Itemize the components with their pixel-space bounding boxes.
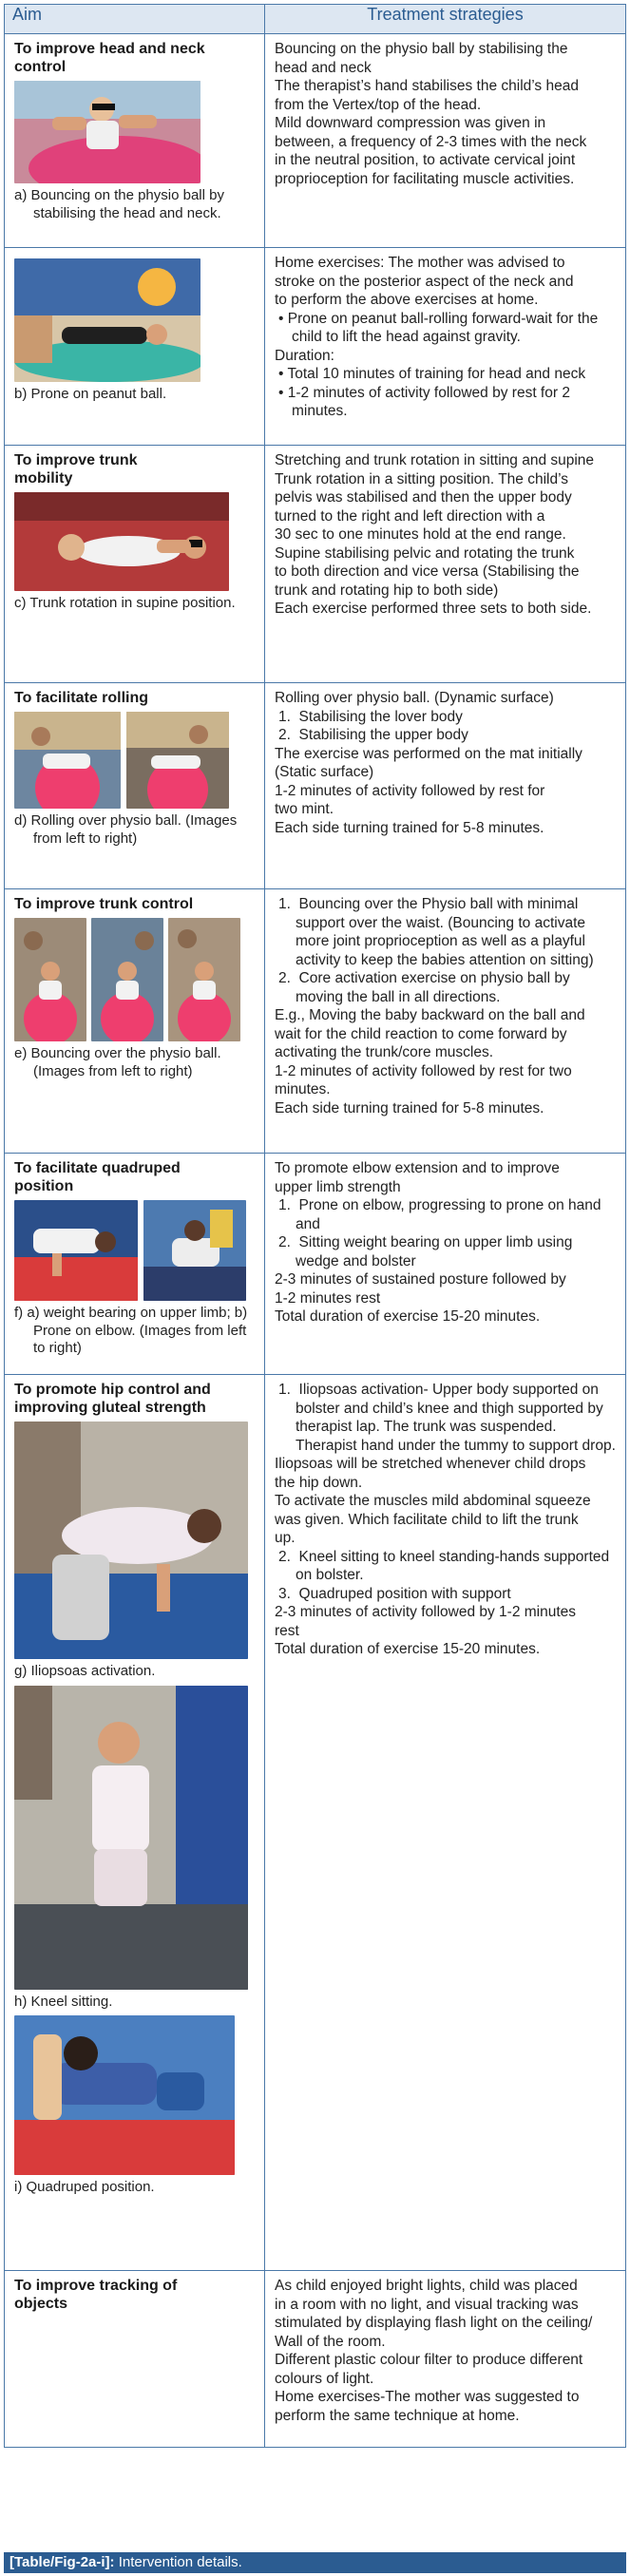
- image-caption: a) Bouncing on the physio ball by stabilising the head and neck.: [14, 187, 224, 221]
- list-item: 2. Kneel sitting to kneel standing-hands supported on bolster.: [278, 1548, 610, 1583]
- table-row: [5, 889, 626, 1154]
- aim-title: To improve tracking of objects: [14, 2278, 178, 2312]
- list-item: 1. Bouncing over the Physio ball with minimal support over the waist. (Bouncing to activate more joint proprioception as well as a playful activity to keep the babies attention on sitting): [278, 896, 594, 968]
- table-row: [5, 2271, 626, 2448]
- list-item: 1. Stabilising the lover body: [278, 708, 463, 725]
- table-caption: [4, 2552, 626, 2573]
- strategy-cell: Stretching and trunk rotation in sitting and supine Trunk rotation in a sitting position. The child’s pelvis was stabilised and then the upper body turned to the right and left direction with a 30 sec to one minutes hold at the end range. Supine stabilising pelvic and rotating the trunk to both direction and vice versa (Stabilising the trunk and rotating hip to both side) Each exercise performed three sets to both side.: [265, 446, 626, 683]
- photo-group: [14, 1200, 255, 1301]
- image-caption: h) Kneel sitting.: [14, 1993, 113, 2010]
- aim-cell: [5, 889, 265, 1154]
- photo-weight-bearing: [14, 1200, 138, 1301]
- aim-cell: [5, 1154, 265, 1375]
- strategy-cell: 1. Bouncing over the Physio ball with minimal support over the waist. (Bouncing to activate more joint proprioception as well as a playful activity to keep the babies attention on sitting) 2. Core activation exercise on physio ball by moving the ball in all directions. E.g., Moving the baby backward on the ball and wait for the child reaction to come forward by activating the trunk/core muscles. 1-2 minutes of activity followed by rest for two minutes. Each side turning trained for 5-8 minutes.: [265, 889, 626, 1154]
- photo-quadruped-position: [14, 2015, 235, 2175]
- photo-bouncing-2: [91, 918, 163, 1041]
- photo-kneel-sitting: [14, 1686, 248, 1990]
- photo-trunk-rotation: [14, 492, 229, 591]
- photo-prone-on-elbow: [143, 1200, 246, 1301]
- table-caption-text: Intervention details.: [114, 2554, 242, 2570]
- table-row: [5, 248, 626, 446]
- list-item: 1. Iliopsoas activation- Upper body supported on bolster and child’s knee and thigh supported by therapist lap. The trunk was suspended. Therapist hand under the tummy to support drop.: [278, 1382, 616, 1454]
- aim-cell: [5, 446, 265, 683]
- list-item: 3. Quadruped position with support: [278, 1585, 511, 1602]
- table-row: [5, 34, 626, 248]
- strategy-cell: Bouncing on the physio ball by stabilising the head and neck The therapist’s hand stabilises the child’s head from the Vertex/top of the head. Mild downward compression was given in between, a frequency of 2-3 times with the neck in the neutral position, to activate cervical joint proprioception for facilitating muscle activities.: [265, 34, 626, 248]
- aim-title: To promote hip control and improving gluteal strength: [14, 1382, 211, 1416]
- list-item: 2. Stabilising the upper body: [278, 727, 468, 743]
- table-row: [5, 1375, 626, 2271]
- aim-title: To improve trunk control: [14, 896, 194, 912]
- table-caption-label: [Table/Fig-2a-i]:: [10, 2554, 115, 2570]
- list-item: 2. Core activation exercise on physio ball by moving the ball in all directions.: [278, 970, 570, 1005]
- list-item: 1. Prone on elbow, progressing to prone on hand and: [278, 1197, 601, 1232]
- aim-cell: [5, 1375, 265, 2271]
- image-caption: c) Trunk rotation in supine position.: [14, 595, 236, 611]
- table-header-row: [5, 5, 626, 34]
- photo-bouncing-3: [168, 918, 240, 1041]
- list-item: • Total 10 minutes of training for head and neck: [278, 366, 586, 382]
- photo-prone-peanut-ball: [14, 258, 200, 382]
- aim-title: To facilitate quadruped position: [14, 1160, 181, 1194]
- photo-group: [14, 712, 255, 809]
- aim-cell: [5, 34, 265, 248]
- aim-title: To improve trunk mobility: [14, 452, 138, 487]
- photo-bouncing-1: [14, 918, 86, 1041]
- image-caption: e) Bouncing over the physio ball. (Images from left to right): [14, 1045, 221, 1079]
- image-caption: f) a) weight bearing on upper limb; b) Prone on elbow. (Images from left to right): [14, 1305, 248, 1356]
- strategy-cell: To promote elbow extension and to improve upper limb strength 1. Prone on elbow, progressing to prone on hand and 2. Sitting weight bearing on upper limb using wedge and bolster 2-3 minutes of sustained posture followed by 1-2 minutes rest Total duration of exercise 15-20 minutes.: [265, 1154, 626, 1375]
- photo-bouncing-head-neck: [14, 81, 200, 183]
- photo-iliopsoas-activation: [14, 1422, 248, 1659]
- aim-title: To facilitate rolling: [14, 690, 149, 706]
- image-caption: d) Rolling over physio ball. (Images from left to right): [14, 812, 238, 847]
- intervention-table: [4, 4, 626, 2448]
- aim-column-header: Aim: [5, 5, 265, 34]
- strategies-column-header: Treatment strategies: [265, 5, 626, 34]
- list-item: 2. Sitting weight bearing on upper limb using wedge and bolster: [278, 1234, 573, 1269]
- table-row: [5, 446, 626, 683]
- table-row: [5, 683, 626, 889]
- aim-cell: [5, 683, 265, 889]
- aim-title: To improve head and neck control: [14, 41, 205, 75]
- photo-rolling-1: [14, 712, 121, 809]
- strategy-cell: Home exercises: The mother was advised to stroke on the posterior aspect of the neck and to perform the above exercises at home. • Prone on peanut ball-rolling forward-wait for the child to lift the head against gravity. Duration: • Total 10 minutes of training for head and neck • 1-2 minutes of activity followed by rest for 2 minutes.: [265, 248, 626, 446]
- strategy-cell: 1. Iliopsoas activation- Upper body supported on bolster and child’s knee and thigh supported by therapist lap. The trunk was suspended. Therapist hand under the tummy to support drop. Iliopsoas will be stretched whenever child drops the hip down. To activate the muscles mild abdominal squeeze was given. Which facilitate child to lift the trunk up. 2. Kneel sitting to kneel standing-hands supported on bolster. 3. Quadruped position with support 2-3 minutes of activity followed by 1-2 minutes rest Total duration of exercise 15-20 minutes.: [265, 1375, 626, 2271]
- photo-rolling-2: [126, 712, 229, 809]
- aim-cell: [5, 2271, 265, 2448]
- strategy-cell: Rolling over physio ball. (Dynamic surface) 1. Stabilising the lover body 2. Stabilising the upper body The exercise was performed on the mat initially (Static surface) 1-2 minutes of activity followed by rest for two mint. Each side turning trained for 5-8 minutes.: [265, 683, 626, 889]
- list-item: • Prone on peanut ball-rolling forward-wait for the child to lift the head against gravity.: [278, 310, 599, 345]
- strategy-cell: As child enjoyed bright lights, child was placed in a room with no light, and visual tracking was stimulated by displaying flash light on the ceiling/ Wall of the room. Different plastic colour filter to produce different colours of light. Home exercises-The mother was suggested to perform the same technique at home.: [265, 2271, 626, 2448]
- image-caption: i) Quadruped position.: [14, 2179, 155, 2195]
- list-item: • 1-2 minutes of activity followed by rest for 2 minutes.: [278, 384, 570, 419]
- table-row: [5, 1154, 626, 1375]
- photo-group: [14, 918, 255, 1041]
- aim-cell: [5, 248, 265, 446]
- image-caption: g) Iliopsoas activation.: [14, 1663, 156, 1679]
- image-caption: b) Prone on peanut ball.: [14, 386, 167, 402]
